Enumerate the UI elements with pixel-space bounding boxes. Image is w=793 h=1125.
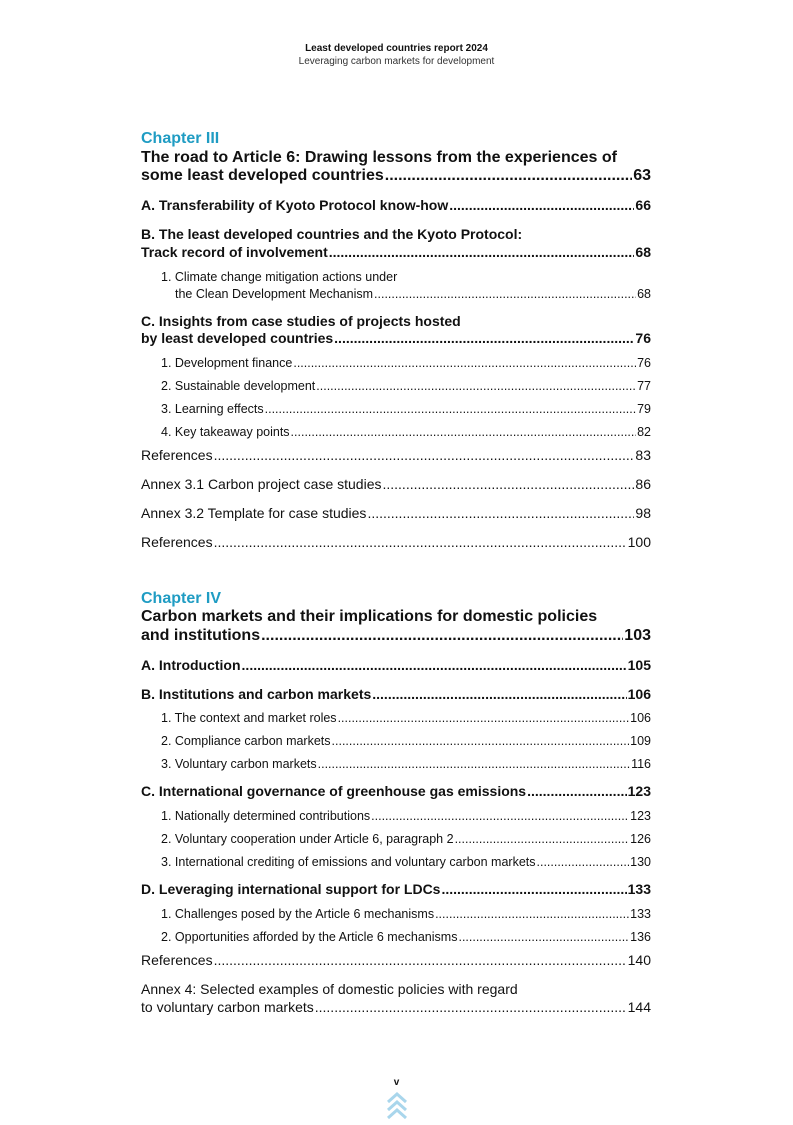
toc-entry-label: Annex 3.2 Template for case studies bbox=[141, 505, 367, 521]
toc-entry-label: 2. Voluntary cooperation under Article 6, paragraph 2 bbox=[161, 832, 454, 846]
toc-entry-label: Track record of involvement bbox=[141, 244, 328, 260]
toc-entry-page: 106 bbox=[627, 686, 651, 702]
chapter-4-label: Chapter IV bbox=[141, 590, 222, 607]
toc-entry-label: References bbox=[141, 447, 213, 463]
toc-entry-page: 130 bbox=[630, 855, 651, 869]
toc-entry-label: 1. Nationally determined contributions bbox=[161, 809, 371, 823]
toc-entry-3c2[interactable] bbox=[161, 378, 651, 398]
toc-entry-chapter-4[interactable] bbox=[141, 626, 651, 646]
page-number: v bbox=[393, 1077, 400, 1088]
toc-entry-4d1[interactable] bbox=[161, 906, 651, 926]
toc-entry-3b1[interactable] bbox=[175, 286, 651, 306]
toc-entry-label: 3. Learning effects bbox=[161, 402, 264, 416]
toc-entry-4b1[interactable] bbox=[161, 710, 651, 730]
toc-entry-page: 123 bbox=[630, 809, 651, 823]
toc-entry-3-references-2[interactable] bbox=[141, 533, 651, 553]
toc-entry-label: 1. Challenges posed by the Article 6 mechanisms bbox=[161, 907, 435, 921]
toc-entry-label: 4. Key takeaway points bbox=[161, 425, 290, 439]
chapter-3-label: Chapter III bbox=[141, 130, 220, 147]
toc-entry-annex-4-line1: Annex 4: Selected examples of domestic policies with regard bbox=[141, 981, 518, 997]
toc-entry-label: B. Institutions and carbon markets bbox=[141, 686, 372, 702]
toc-entry-label: D. Leveraging international support for LDCs bbox=[141, 881, 441, 897]
toc-entry-label: the Clean Development Mechanism bbox=[175, 287, 374, 301]
toc-entry-annex-4[interactable] bbox=[141, 998, 651, 1018]
toc-entry-label: 3. International crediting of emissions and voluntary carbon markets bbox=[161, 855, 536, 869]
toc-entry-page: 106 bbox=[630, 711, 651, 725]
toc-entry-label: 2. Opportunities afforded by the Article 6 mechanisms bbox=[161, 930, 458, 944]
toc-entry-label: 1. The context and market roles bbox=[161, 711, 337, 725]
toc-entry-page: 144 bbox=[627, 999, 651, 1015]
toc-entry-page: 136 bbox=[630, 930, 651, 944]
report-subtitle: Leveraging carbon markets for development bbox=[298, 56, 495, 67]
toc-entry-4c[interactable] bbox=[141, 782, 651, 802]
toc-entry-label: References bbox=[141, 534, 213, 550]
toc-entry-4-references[interactable] bbox=[141, 951, 651, 971]
toc-entry-4c1[interactable] bbox=[161, 808, 651, 828]
toc-entry-label: by least developed countries bbox=[141, 330, 334, 346]
toc-entry-page: 63 bbox=[633, 167, 651, 184]
toc-entry-3a[interactable] bbox=[141, 196, 651, 216]
toc-entry-label: and institutions bbox=[141, 627, 261, 644]
toc-entry-page: 133 bbox=[627, 881, 651, 897]
toc-entry-3b-line1: B. The least developed countries and the Kyoto Protocol: bbox=[141, 226, 523, 242]
toc-entry-page: 76 bbox=[637, 356, 651, 370]
toc-entry-4b[interactable] bbox=[141, 685, 651, 705]
toc-entry-label: 1. Development finance bbox=[161, 356, 293, 370]
chapter-4-title-line1: Carbon markets and their implications for domestic policies bbox=[141, 608, 598, 625]
toc-entry-page: 140 bbox=[627, 952, 651, 968]
chevron-up-icon[interactable] bbox=[386, 1090, 408, 1125]
toc-entry-page: 109 bbox=[630, 734, 651, 748]
toc-entry-label: some least developed countries bbox=[141, 167, 384, 184]
toc-entry-page: 105 bbox=[627, 657, 651, 673]
toc-entry-page: 103 bbox=[624, 627, 651, 644]
toc-entry-label: 2. Compliance carbon markets bbox=[161, 734, 331, 748]
toc-entry-page: 77 bbox=[637, 379, 651, 393]
toc-entry-label: A. Transferability of Kyoto Protocol know-how bbox=[141, 197, 449, 213]
toc-entry-chapter-3[interactable] bbox=[141, 166, 651, 186]
toc-entry-page: 76 bbox=[635, 330, 651, 346]
report-title: Least developed countries report 2024 bbox=[305, 43, 488, 54]
toc-entry-page: 68 bbox=[635, 244, 651, 260]
toc-entry-label: A. Introduction bbox=[141, 657, 241, 673]
toc-entry-3c[interactable] bbox=[141, 329, 651, 349]
toc-entry-3c1[interactable] bbox=[161, 355, 651, 375]
toc-entry-3b[interactable] bbox=[141, 243, 651, 263]
toc-entry-4a[interactable] bbox=[141, 656, 651, 676]
toc-entry-3c-line1: C. Insights from case studies of projects hosted bbox=[141, 313, 461, 329]
toc-entry-annex-3-1[interactable] bbox=[141, 475, 651, 495]
toc-entry-annex-3-2[interactable] bbox=[141, 504, 651, 524]
toc-entry-label: Annex 3.1 Carbon project case studies bbox=[141, 476, 382, 492]
toc-entry-page: 68 bbox=[637, 287, 651, 301]
toc-entry-page: 100 bbox=[627, 534, 651, 550]
toc-entry-label: 3. Voluntary carbon markets bbox=[161, 757, 317, 771]
toc-entry-page: 133 bbox=[630, 907, 651, 921]
toc-entry-4d2[interactable] bbox=[161, 929, 651, 949]
toc-entry-3-references[interactable] bbox=[141, 446, 651, 466]
toc-entry-page: 126 bbox=[630, 832, 651, 846]
chapter-3-title-line1: The road to Article 6: Drawing lessons from the experiences of bbox=[141, 149, 617, 166]
toc-entry-3c4[interactable] bbox=[161, 424, 651, 444]
toc-entry-4b2[interactable] bbox=[161, 733, 651, 753]
toc-entry-page: 123 bbox=[627, 783, 651, 799]
toc-entry-4d[interactable] bbox=[141, 880, 651, 900]
toc-entry-page: 66 bbox=[635, 197, 651, 213]
toc-entry-label: References bbox=[141, 952, 213, 968]
toc-entry-4c2[interactable] bbox=[161, 831, 651, 851]
toc-entry-page: 79 bbox=[637, 402, 651, 416]
toc-entry-page: 98 bbox=[635, 505, 651, 521]
toc-entry-page: 82 bbox=[637, 425, 651, 439]
toc-entry-label: 2. Sustainable development bbox=[161, 379, 316, 393]
page-header bbox=[0, 42, 793, 68]
toc-entry-3c3[interactable] bbox=[161, 401, 651, 421]
toc-entry-label: to voluntary carbon markets bbox=[141, 999, 314, 1015]
toc-entry-page: 116 bbox=[631, 757, 651, 771]
toc-entry-4c3[interactable] bbox=[161, 854, 651, 874]
toc-entry-page: 86 bbox=[635, 476, 651, 492]
toc-entry-label: C. International governance of greenhouse gas emissions bbox=[141, 783, 527, 799]
toc-entry-4b3[interactable] bbox=[161, 756, 651, 776]
toc-entry-3b1-line1: 1. Climate change mitigation actions under bbox=[161, 270, 398, 284]
toc-entry-page: 83 bbox=[635, 447, 651, 463]
